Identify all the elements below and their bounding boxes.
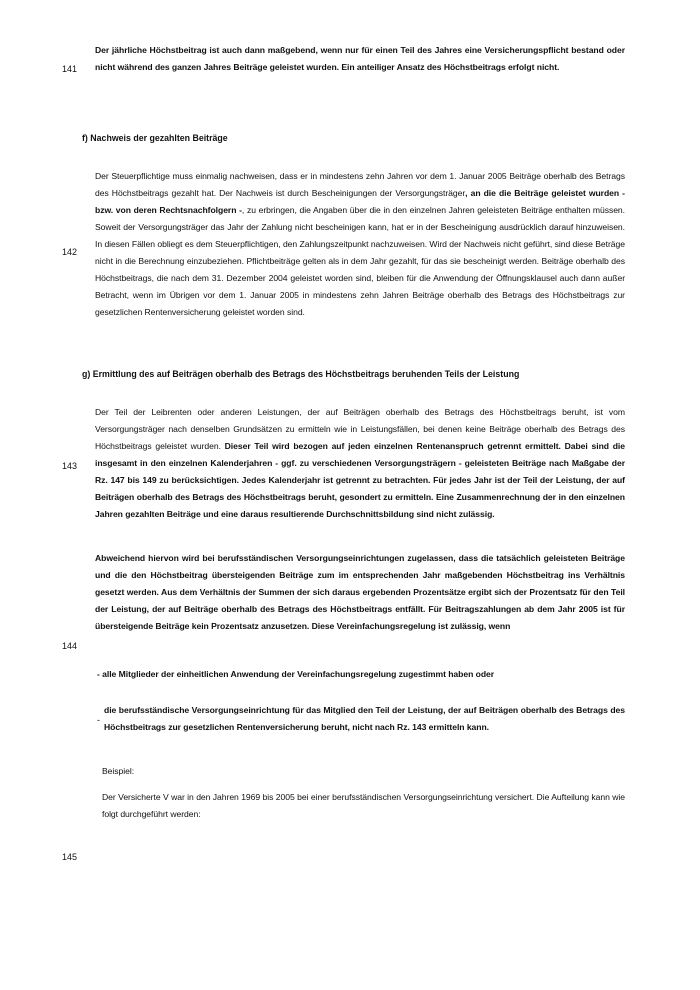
paragraph-144: Abweichend hiervon wird bei berufsständischen Versorgungseinrichtungen zugelassen, dass die tatsächlich geleisteten Beiträge und die den Höchstbeitrag übersteigenden Beiträge zum im entsprechenden Jahr maßgebenden Höchstbeitrag ins Verhältnis gesetzt werden. Aus dem Verhältnis der Summen der sich daraus ergebenden Prozentsätze ergibt sich der Prozentsatz für den Teil der Leistung, der auf Beiträge oberhalb des Betrags des Höchstbeitrags entfällt. Für Beitragszahlungen ab dem Jahr 2005 ist für übersteigende Beiträge kein Prozentsatz anzusetzen. Diese Vereinfachungsregelung ist zulässig, wenn <box>95 553 625 631</box>
example-label: Beispiel: <box>102 766 135 776</box>
paragraph-142-part-c: , zu erbringen, die Angaben über die in den einzelnen Jahren geleisteten Beiträge enthalten müssen. Soweit der Versorgungsträger das Jahr der Zahlung nicht bescheinigen kann, hat er in der Bescheinigung ausdrücklich darauf hinzuweisen. In diesen Fällen obliegt es dem Steuerpflichtigen, den Zahlungszeitpunkt nachzuweisen. Wird der Nachweis nicht geführt, sind diese Beträge nicht in die Berechnung einzubeziehen. Pflichtbeiträge gelten als in dem Jahr gezahlt, für das sie bescheinigt werden. Beiträge oberhalb des Höchstbeitrags, die nach dem 31. Dezember 2004 geleistet worden sind, bleiben für die Anwendung der Öffnungsklausel auch dann außer Betracht, wenn im Übrigen vor dem 1. Januar 2005 in mindestens zehn Jahren Beiträge oberhalb des Betrags des Höchstbeitrags zur gesetzlichen Rentenversicherung geleistet worden sind. <box>95 205 625 317</box>
paragraph-143-part-b: Dieser Teil wird bezogen auf jeden einzelnen Rentenanspruch getrennt ermittelt. Dabei sind die insgesamt in den einzelnen Kalenderjahren - ggf. zu verschiedenen Versorgungsträgern - geleisteten Beiträge nach Maßgabe der Rz. 147 bis 149 zu berücksichtigen. Jedes Kalenderjahr ist getrennt zu betrachten. Für jedes Jahr ist der Teil der Leistung, der auf Beiträgen oberhalb des Betrags des Höchstbeitrags beruht, gesondert zu ermitteln. Eine Zusammenrechnung der in den einzelnen Jahren gezahlten Beiträge und eine daraus resultierende Durchschnittsbildung sind nicht zulässig. <box>95 441 625 519</box>
paragraph-142-part-b: , an die die Beiträge geleistet wurden - bzw. von deren Rechtsnachfolgern - <box>95 188 625 215</box>
example-paragraph: Der Versicherte V war in den Jahren 1969 bis 2005 bei einer berufsständischen Versorgungseinrichtung versichert. Die Aufteilung kann wie folgt durchgeführt werden: <box>102 792 625 819</box>
paragraph-142 <box>95 168 625 321</box>
paragraph-143 <box>95 404 625 523</box>
heading-g: g) Ermittlung des auf Beiträgen oberhalb des Betrags des Höchstbeitrags beruhenden Teils der Leistung <box>82 369 520 379</box>
heading-f: f) Nachweis der gezahlten Beiträge <box>82 133 228 143</box>
margin-number-142: 142 <box>62 247 78 257</box>
margin-number-141: 141 <box>62 64 78 74</box>
paragraph-141: Der jährliche Höchstbeitrag ist auch dann maßgebend, wenn nur für einen Teil des Jahres eine Versicherungspflicht bestand oder nicht während des ganzen Jahres Beiträge geleistet wurden. Ein anteiliger Ansatz des Höchstbeitrags erfolgt nicht. <box>95 45 625 72</box>
list-item-2-dash: - <box>97 715 100 725</box>
paragraph-143-part-a: Der Teil der Leibrenten oder anderen Leistungen, der auf Beiträgen oberhalb des Betrags des Höchstbeitrags beruht, ist vom Versorgungsträger nach denselben Grundsätzen zu ermitteln wie in Leistungsfällen, bei denen keine Beiträge oberhalb des Betrags des Höchstbeitrags geleistet wurden. <box>95 407 625 451</box>
margin-number-144: 144 <box>62 641 78 651</box>
margin-number-145: 145 <box>62 852 78 862</box>
list-item-2: die berufsständische Versorgungseinrichtung für das Mitglied den Teil der Leistung, der auf Beiträgen oberhalb des Betrags des Höchstbeitrags zur gesetzlichen Rentenversicherung beruht, nicht nach Rz. 143 ermitteln kann. <box>104 705 625 732</box>
paragraph-142-part-a: Der Steuerpflichtige muss einmalig nachweisen, dass er in mindestens zehn Jahren vor dem 1. Januar 2005 Beiträge oberhalb des Betrags des Höchstbeitrags gezahlt hat. Der Nachweis ist durch Bescheinigungen der Versorgungsträger <box>95 171 625 198</box>
margin-number-143: 143 <box>62 461 78 471</box>
list-item-1: - alle Mitglieder der einheitlichen Anwendung der Vereinfachungsregelung zugestimmt haben oder <box>97 669 495 679</box>
